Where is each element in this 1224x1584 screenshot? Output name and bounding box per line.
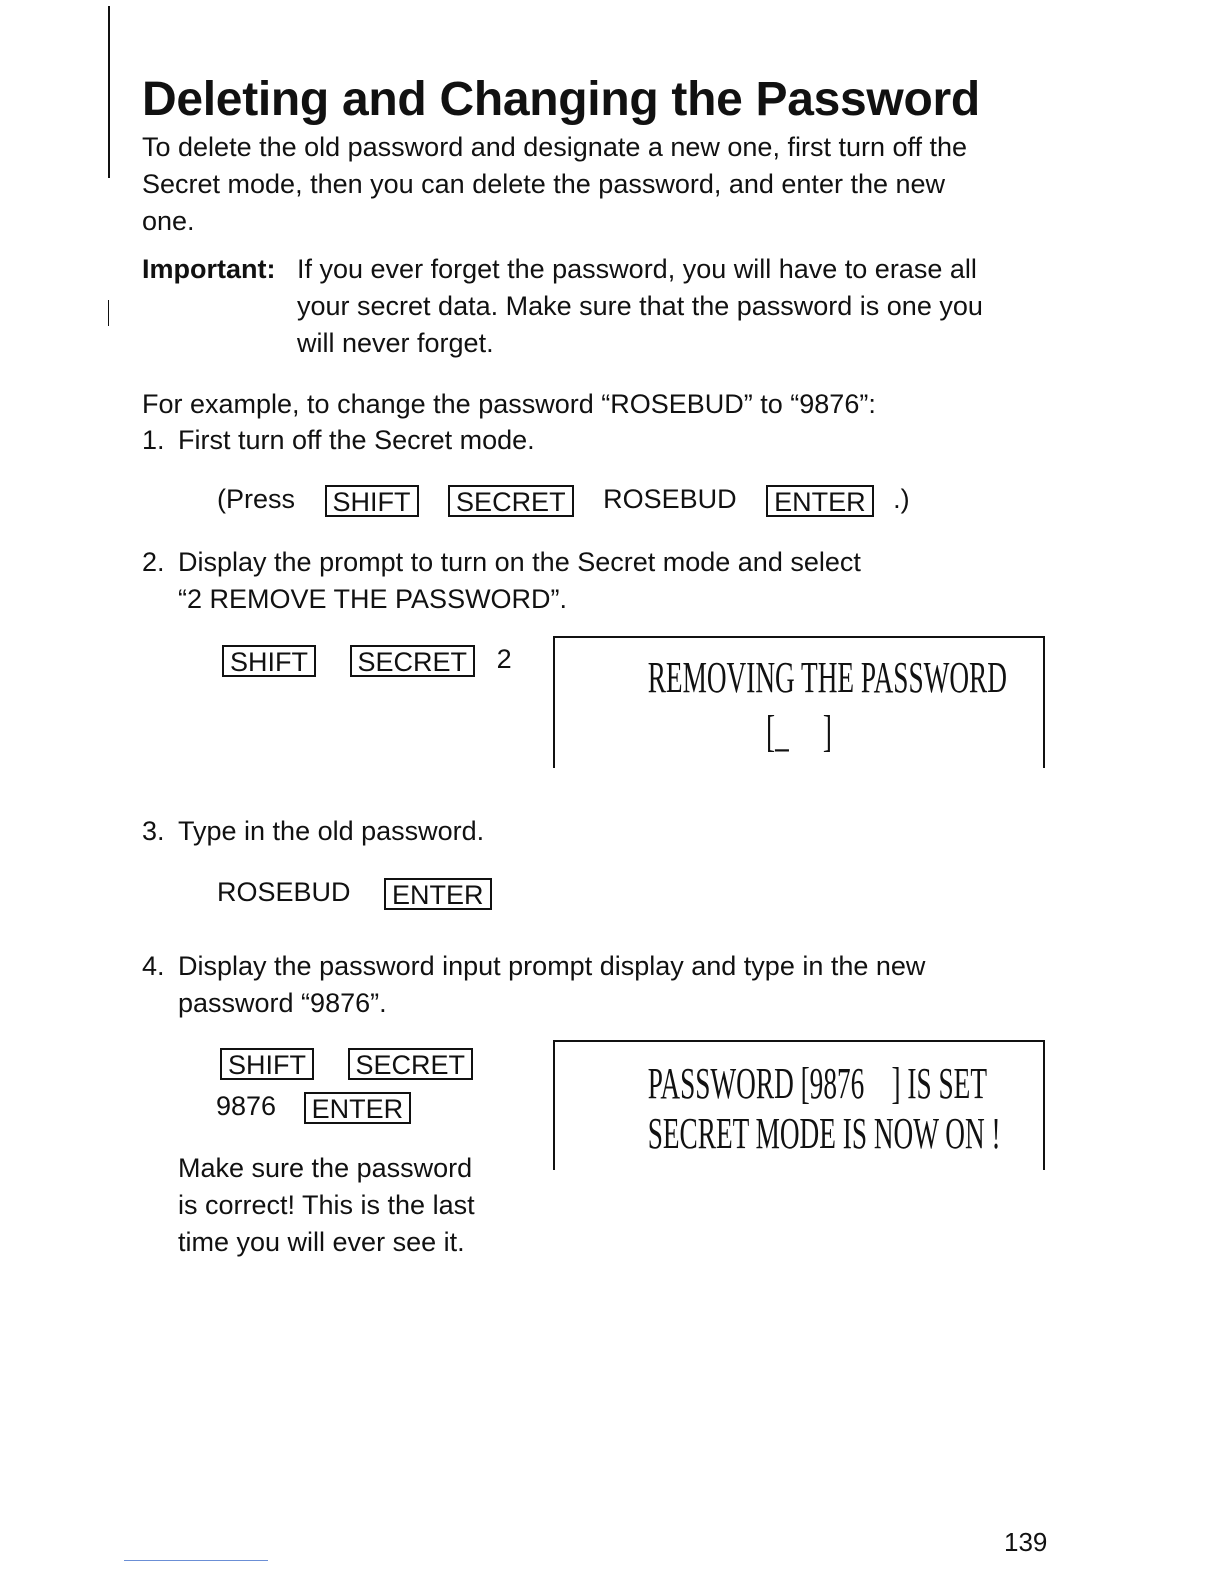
lcd-line: [_ ]	[766, 707, 832, 756]
password-word: ROSEBUD	[603, 484, 737, 514]
step4-keys-row2	[216, 1088, 411, 1125]
step2-keys	[222, 641, 512, 678]
step1-keys	[217, 481, 910, 518]
important-line: If you ever forget the password, you will have to erase all	[297, 254, 977, 284]
important-label: Important:	[142, 254, 276, 284]
step-number: 4.	[142, 951, 165, 981]
footer-rule	[124, 1560, 268, 1561]
lcd-line: PASSWORD [9876 ] IS SET	[647, 1059, 988, 1108]
secret-key: SECRET	[348, 1048, 474, 1080]
password-word: ROSEBUD	[217, 877, 351, 907]
digits-text: 9876	[216, 1091, 277, 1121]
important-line: your secret data. Make sure that the password is one you	[297, 291, 983, 321]
step-text: First turn off the Secret mode.	[178, 425, 535, 455]
press-close-text: .)	[893, 484, 910, 514]
page-title: Deleting and Changing the Password	[142, 73, 980, 126]
secret-key: SECRET	[350, 645, 476, 677]
shift-key: SHIFT	[222, 645, 316, 677]
step-number: 3.	[142, 816, 165, 846]
secret-key: SECRET	[448, 485, 574, 517]
enter-key: ENTER	[304, 1092, 412, 1124]
intro-line: To delete the old password and designate a new one, first turn off the	[142, 132, 968, 162]
lcd-display	[553, 636, 1045, 768]
margin-change-bar	[108, 6, 110, 178]
important-line: will never forget.	[297, 328, 494, 358]
step-text: Type in the old password.	[178, 816, 485, 846]
step-number: 2.	[142, 547, 165, 577]
intro-line: Secret mode, then you can delete the password, and enter the new	[142, 169, 946, 199]
press-open-text: (Press	[217, 484, 296, 514]
note-line: Make sure the password	[178, 1153, 473, 1183]
step-text: “2 REMOVE THE PASSWORD”.	[178, 584, 568, 614]
lcd-line: SECRET MODE IS NOW ON !	[647, 1109, 1001, 1158]
step-number: 1.	[142, 425, 165, 455]
enter-key: ENTER	[384, 878, 492, 910]
shift-key: SHIFT	[325, 485, 419, 517]
digit-text: 2	[496, 644, 512, 674]
margin-change-bar	[108, 300, 109, 326]
step4-keys-row1	[220, 1044, 473, 1081]
note-line: is correct! This is the last	[178, 1190, 475, 1220]
enter-key: ENTER	[766, 485, 874, 517]
step-text: Display the password input prompt display and type in the new	[178, 951, 926, 981]
page-number: 139	[1004, 1527, 1048, 1557]
note-line: time you will ever see it.	[178, 1227, 465, 1257]
intro-line: one.	[142, 206, 195, 236]
lcd-display	[553, 1040, 1045, 1170]
lcd-line: REMOVING THE PASSWORD	[647, 653, 1007, 702]
example-intro: For example, to change the password “ROSEBUD” to “9876”:	[142, 389, 876, 419]
step-text: password “9876”.	[178, 988, 387, 1018]
step-text: Display the prompt to turn on the Secret mode and select	[178, 547, 861, 577]
shift-key: SHIFT	[220, 1048, 314, 1080]
step3-keys	[217, 874, 492, 911]
